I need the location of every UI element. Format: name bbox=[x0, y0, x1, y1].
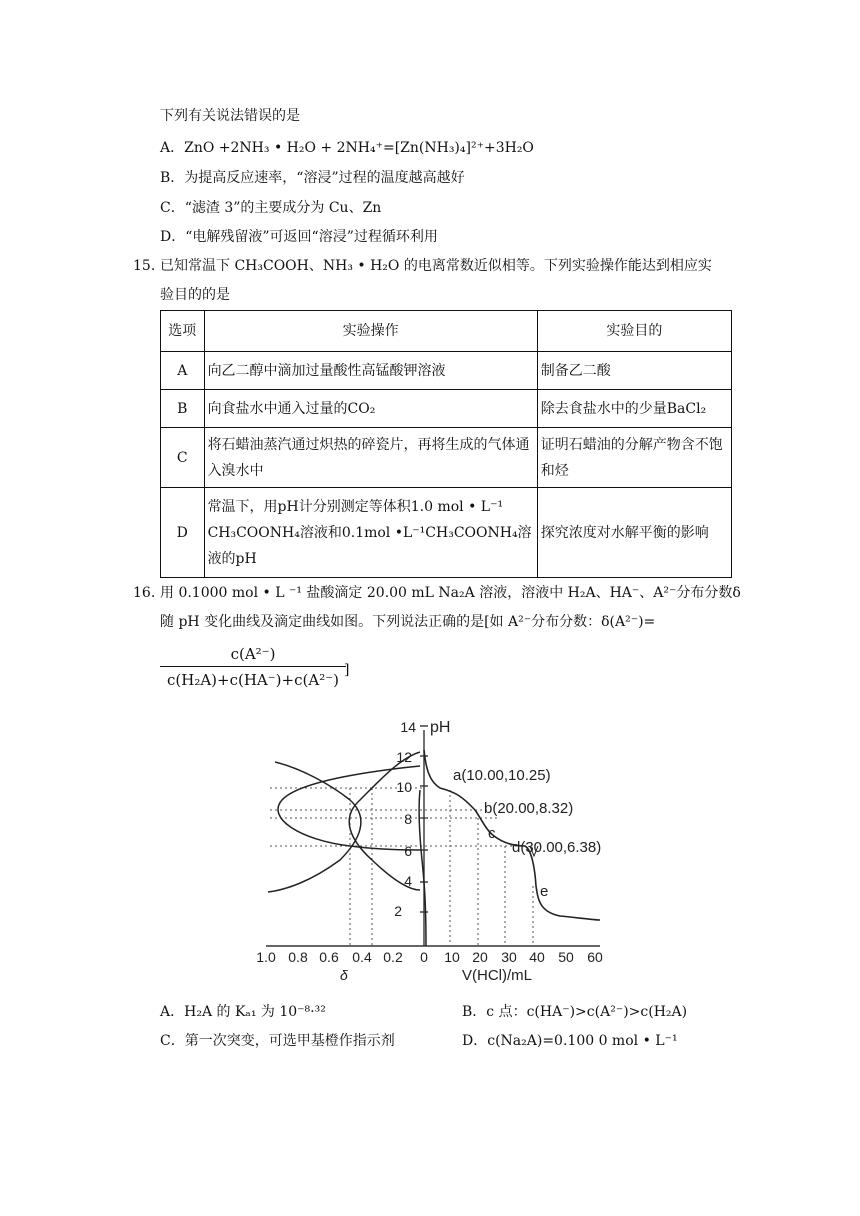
row-option: B bbox=[161, 390, 205, 428]
q16-option-a: A．H₂A 的 Kₐ₁ 为 10⁻⁸·³² bbox=[160, 1004, 326, 1020]
fraction-numerator: c(A²⁻) bbox=[230, 645, 276, 663]
tick-labels bbox=[256, 719, 603, 984]
volume-axis-label: V(HCl)/mL bbox=[462, 967, 532, 984]
q15-number: 15. bbox=[133, 258, 156, 274]
fraction-close-bracket: ] bbox=[344, 662, 350, 678]
q15-table bbox=[160, 310, 732, 578]
distribution-fraction bbox=[160, 642, 346, 693]
row-operation: 向乙二醇中滴加过量酸性高锰酸钾溶液 bbox=[204, 352, 537, 390]
curve-zero-edge bbox=[419, 790, 426, 946]
v-tick-label: 30 bbox=[501, 949, 517, 965]
point-c-label: c bbox=[488, 825, 496, 842]
curve-h2a bbox=[268, 762, 361, 892]
q16-option-b: B．c 点：c(HA⁻)>c(A²⁻)>c(H₂A) bbox=[462, 1004, 688, 1020]
q14-intro: 下列有关说法错误的是 bbox=[160, 108, 300, 124]
header-purpose: 实验目的 bbox=[537, 311, 731, 352]
q16-number: 16. bbox=[133, 585, 156, 601]
q16-stem-line1: 用 0.1000 mol • L ⁻¹ 盐酸滴定 20.00 mL Na₂A 溶液，溶液中 H₂A、HA⁻、A²⁻分布分数δ bbox=[160, 585, 741, 601]
q14-option-d: D．“电解残留液”可返回“溶浸”过程循环利用 bbox=[160, 229, 438, 245]
table-row bbox=[161, 488, 732, 578]
ph-tick-label: 12 bbox=[396, 749, 412, 765]
q16-option-d: D．c(Na₂A)=0.100 0 mol • L⁻¹ bbox=[462, 1033, 678, 1049]
table-header-row bbox=[161, 311, 732, 352]
v-tick-label: 10 bbox=[444, 949, 460, 965]
delta-tick-label: 0 bbox=[420, 949, 428, 965]
row-option: C bbox=[161, 428, 205, 488]
header-operation: 实验操作 bbox=[204, 311, 537, 352]
q14-option-b: B．为提高反应速率，“溶浸”过程的温度越高越好 bbox=[160, 170, 465, 186]
ph-tick-label: 2 bbox=[394, 903, 402, 919]
v-tick-label: 40 bbox=[529, 949, 545, 965]
point-b-label: b(20.00,8.32) bbox=[484, 800, 574, 817]
q15-stem-line1: 已知常温下 CH₃COOH、NH₃ • H₂O 的电离常数近似相等。下列实验操作能达到相应实 bbox=[160, 258, 712, 274]
delta-tick-label: 0.6 bbox=[319, 949, 339, 965]
ph-tick-label: 10 bbox=[396, 779, 412, 795]
point-d-label: d(30.00,6.38) bbox=[512, 839, 602, 856]
row-option: A bbox=[161, 352, 205, 390]
ph-tick-label: 6 bbox=[404, 843, 412, 859]
table-row bbox=[161, 390, 732, 428]
delta-tick-label: 0.4 bbox=[352, 949, 372, 965]
q14-option-a: A．ZnO +2NH₃ • H₂O + 2NH₄⁺=[Zn(NH₃)₄]²⁺+3H₂O bbox=[160, 140, 534, 156]
v-tick-label: 50 bbox=[558, 949, 574, 965]
delta-tick-label: 0.8 bbox=[288, 949, 308, 965]
fraction-denominator: c(H₂A)+c(HA⁻)+c(A²⁻) bbox=[167, 671, 339, 689]
v-tick-label: 20 bbox=[472, 949, 488, 965]
row-purpose: 探究浓度对水解平衡的影响 bbox=[537, 488, 731, 578]
ph-tick-label: 8 bbox=[404, 811, 412, 827]
q16-option-c: C．第一次突变，可选甲基橙作指示剂 bbox=[160, 1033, 395, 1049]
titration-figure bbox=[0, 700, 860, 1000]
row-operation: 将石蜡油蒸汽通过炽热的碎瓷片，再将生成的气体通入溴水中 bbox=[204, 428, 537, 488]
ph-axis-label: pH bbox=[430, 719, 451, 736]
point-e-label: e bbox=[540, 883, 549, 900]
delta-axis-label: δ bbox=[340, 967, 348, 983]
row-purpose: 制备乙二酸 bbox=[537, 352, 731, 390]
row-option: D bbox=[161, 488, 205, 578]
q16-stem-line2: 随 pH 变化曲线及滴定曲线如图。下列说法正确的是[如 A²⁻分布分数：δ(A²⁻)= bbox=[160, 614, 656, 630]
q14-option-c: C．“滤渣 3”的主要成分为 Cu、Zn bbox=[160, 200, 382, 216]
header-option: 选项 bbox=[161, 311, 205, 352]
q15-stem-line2: 验目的的是 bbox=[160, 287, 230, 303]
v-tick-label: 60 bbox=[587, 949, 603, 965]
delta-tick-label: 0.2 bbox=[383, 949, 403, 965]
row-purpose: 除去食盐水中的少量BaCl₂ bbox=[537, 390, 731, 428]
row-operation: 常温下，用pH计分别测定等体积1.0 mol • L⁻¹ CH₃COONH₄溶液和0.1mol •L⁻¹CH₃COONH₄溶液的pH bbox=[204, 488, 537, 578]
ph-tick-label: 14 bbox=[400, 719, 416, 735]
delta-tick-label: 1.0 bbox=[256, 949, 276, 965]
row-operation: 向食盐水中通入过量的CO₂ bbox=[204, 390, 537, 428]
ph-tick-label: 4 bbox=[404, 873, 412, 889]
point-a-label: a(10.00,10.25) bbox=[453, 767, 551, 784]
table-row bbox=[161, 352, 732, 390]
table-row bbox=[161, 428, 732, 488]
row-purpose: 证明石蜡油的分解产物含不饱和烃 bbox=[537, 428, 731, 488]
